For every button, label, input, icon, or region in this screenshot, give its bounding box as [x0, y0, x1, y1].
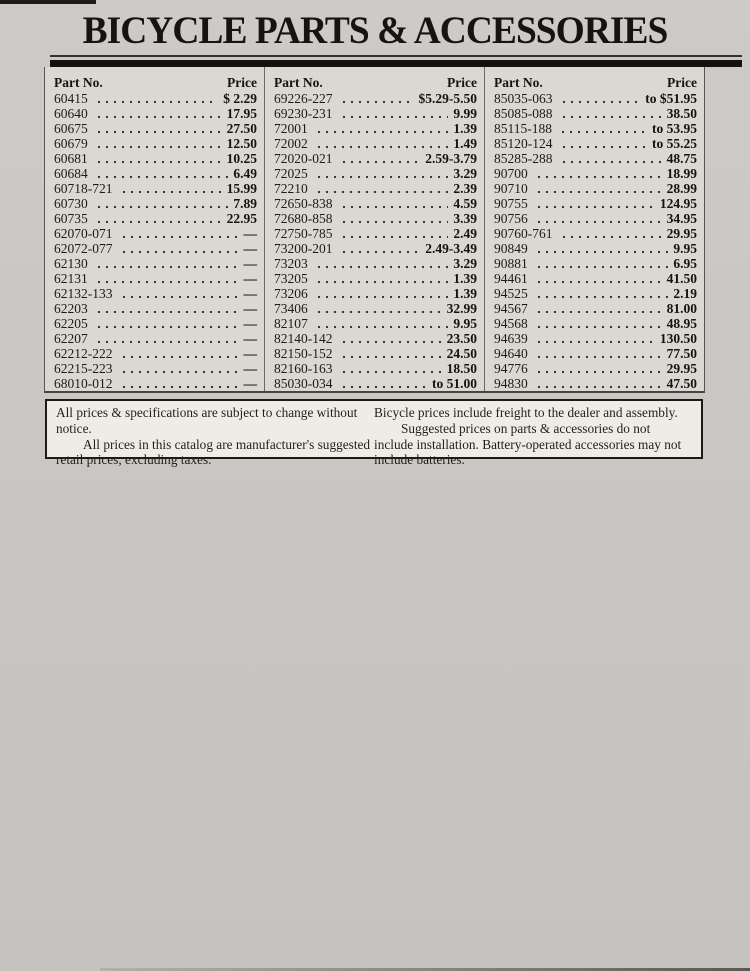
part-number: 94639 [494, 331, 528, 346]
disclaimer-text: Suggested prices on parts & accessories do not include installation. Battery-operated accessories may not include batteries. [374, 420, 682, 468]
table-row [274, 196, 477, 211]
table-row [274, 286, 477, 301]
dot-leader [95, 301, 239, 314]
dot-leader [560, 151, 662, 164]
disclaimer-right-column [374, 405, 692, 468]
column-rows [494, 91, 697, 391]
price-value: 32.99 [446, 301, 477, 316]
part-number: 69230-231 [274, 106, 333, 121]
header-black-bar [50, 60, 742, 67]
dot-leader [535, 301, 662, 314]
price-value: $5.29-5.50 [418, 91, 477, 106]
table-row [54, 376, 257, 391]
price-value: 41.50 [666, 271, 697, 286]
part-number: 62070-071 [54, 226, 113, 241]
table-row [494, 346, 697, 361]
dot-leader [95, 331, 239, 344]
part-no-header: Part No. [54, 75, 103, 90]
table-row [54, 91, 257, 106]
part-number: 60679 [54, 136, 88, 151]
price-table-column [264, 67, 484, 391]
dot-leader [120, 226, 239, 239]
price-value: 12.50 [226, 136, 257, 151]
part-number: 90710 [494, 181, 528, 196]
part-number: 62072-077 [54, 241, 113, 256]
price-value: — [243, 301, 257, 316]
table-row [274, 361, 477, 376]
table-row [54, 361, 257, 376]
part-number: 60684 [54, 166, 88, 181]
price-value: 130.50 [659, 331, 697, 346]
dot-leader [315, 136, 449, 149]
price-value: 81.00 [666, 301, 697, 316]
dot-leader [95, 211, 222, 224]
dot-leader [315, 301, 442, 314]
table-row [54, 121, 257, 136]
part-number: 72210 [274, 181, 308, 196]
table-row [54, 181, 257, 196]
table-row [494, 181, 697, 196]
price-value: 48.95 [666, 316, 697, 331]
table-row [54, 286, 257, 301]
price-value: 47.50 [666, 376, 697, 391]
table-row [494, 106, 697, 121]
part-number: 90756 [494, 211, 528, 226]
part-number: 85035-063 [494, 91, 553, 106]
table-row [494, 166, 697, 181]
part-number: 62131 [54, 271, 88, 286]
table-row [274, 316, 477, 331]
table-row [274, 346, 477, 361]
price-value: 18.99 [666, 166, 697, 181]
title-underline-rule [50, 55, 742, 57]
table-row [54, 256, 257, 271]
dot-leader [95, 136, 222, 149]
part-number: 94568 [494, 316, 528, 331]
price-value: 48.75 [666, 151, 697, 166]
part-number: 73200-201 [274, 241, 333, 256]
table-row [274, 241, 477, 256]
dot-leader [535, 331, 655, 344]
price-value: 23.50 [446, 331, 477, 346]
dot-leader [535, 271, 662, 284]
dot-leader [315, 256, 449, 269]
dot-leader [535, 181, 662, 194]
price-value: 15.99 [226, 181, 257, 196]
table-row [54, 346, 257, 361]
part-number: 72680-858 [274, 211, 333, 226]
part-number: 69226-227 [274, 91, 333, 106]
price-value: to 53.95 [652, 121, 697, 136]
price-value: 2.49 [453, 226, 477, 241]
dot-leader [535, 256, 669, 269]
part-number: 62203 [54, 301, 88, 316]
part-number: 90881 [494, 256, 528, 271]
part-number: 62132-133 [54, 286, 113, 301]
price-value: — [243, 331, 257, 346]
table-row [494, 226, 697, 241]
part-number: 94567 [494, 301, 528, 316]
dot-leader [120, 181, 222, 194]
table-row [494, 301, 697, 316]
part-number: 62130 [54, 256, 88, 271]
part-number: 72025 [274, 166, 308, 181]
dot-leader [95, 316, 239, 329]
price-value: — [243, 346, 257, 361]
price-value: 1.39 [453, 121, 477, 136]
price-value: 1.39 [453, 271, 477, 286]
price-header: Price [447, 75, 477, 90]
column-header [494, 74, 697, 91]
part-number: 62207 [54, 331, 88, 346]
disclaimer-text: All prices & specifications are subject to change without notice. [56, 405, 358, 436]
price-value: 18.50 [446, 361, 477, 376]
price-value: 6.49 [233, 166, 257, 181]
price-value: 77.50 [666, 346, 697, 361]
dot-leader [315, 316, 449, 329]
price-value: — [243, 241, 257, 256]
table-row [54, 226, 257, 241]
table-row [274, 271, 477, 286]
price-value: 28.99 [666, 181, 697, 196]
price-header: Price [667, 75, 697, 90]
price-value: 2.19 [673, 286, 697, 301]
table-row [54, 106, 257, 121]
dot-leader [340, 211, 449, 224]
price-value: 17.95 [226, 106, 257, 121]
dot-leader [120, 346, 239, 359]
price-value: to $51.95 [645, 91, 697, 106]
table-row [54, 196, 257, 211]
dot-leader [315, 166, 449, 179]
part-number: 73206 [274, 286, 308, 301]
price-value: 2.49-3.49 [425, 241, 477, 256]
dot-leader [535, 361, 662, 374]
price-value: — [243, 316, 257, 331]
price-value: 29.95 [666, 361, 697, 376]
table-row [274, 211, 477, 226]
table-row [494, 136, 697, 151]
price-value: 6.95 [673, 256, 697, 271]
dot-leader [535, 346, 662, 359]
part-number: 60735 [54, 211, 88, 226]
dot-leader [535, 196, 655, 209]
part-number: 62215-223 [54, 361, 113, 376]
dot-leader [340, 346, 442, 359]
part-number: 68010-012 [54, 376, 113, 391]
part-number: 60681 [54, 151, 88, 166]
table-row [494, 211, 697, 226]
table-row [494, 361, 697, 376]
price-value: 9.95 [673, 241, 697, 256]
table-row [494, 271, 697, 286]
price-value: — [243, 361, 257, 376]
price-value: — [243, 376, 257, 391]
table-row [54, 241, 257, 256]
table-row [494, 91, 697, 106]
table-row [274, 226, 477, 241]
price-value: 29.95 [666, 226, 697, 241]
dot-leader [95, 166, 229, 179]
dot-leader [95, 106, 222, 119]
dot-leader [535, 211, 662, 224]
dot-leader [535, 376, 662, 389]
part-no-header: Part No. [494, 75, 543, 90]
part-number: 94640 [494, 346, 528, 361]
table-row [494, 316, 697, 331]
part-number: 60640 [54, 106, 88, 121]
part-number: 85120-124 [494, 136, 553, 151]
dot-leader [340, 196, 449, 209]
price-value: — [243, 226, 257, 241]
part-number: 85030-034 [274, 376, 333, 391]
column-header [274, 74, 477, 91]
disclaimer-box [45, 399, 703, 468]
table-row [54, 331, 257, 346]
dot-leader [340, 151, 421, 164]
dot-leader [535, 316, 662, 329]
table-row [494, 331, 697, 346]
disclaimer-text: Bicycle prices include freight to the dealer and assembly. [374, 405, 678, 420]
dot-leader [340, 361, 442, 374]
price-value: 22.95 [226, 211, 257, 226]
dot-leader [95, 121, 222, 134]
part-number: 62212-222 [54, 346, 113, 361]
price-value: 1.39 [453, 286, 477, 301]
price-value: — [243, 256, 257, 271]
scan-edge-mark-top [0, 0, 96, 4]
part-number: 73203 [274, 256, 308, 271]
part-number: 73205 [274, 271, 308, 286]
dot-leader [95, 196, 229, 209]
part-no-header: Part No. [274, 75, 323, 90]
dot-leader [340, 331, 442, 344]
table-row [274, 151, 477, 166]
price-value: 7.89 [233, 196, 257, 211]
table-row [274, 166, 477, 181]
table-row [494, 196, 697, 211]
dot-leader [315, 181, 449, 194]
price-value: 24.50 [446, 346, 477, 361]
column-rows [54, 91, 257, 391]
price-value: 3.29 [453, 166, 477, 181]
price-table [44, 67, 705, 393]
price-value: 34.95 [666, 211, 697, 226]
table-row [494, 256, 697, 271]
dot-leader [559, 121, 647, 134]
table-row [54, 211, 257, 226]
price-value: — [243, 271, 257, 286]
part-number: 90849 [494, 241, 528, 256]
dot-leader [95, 256, 239, 269]
part-number: 90700 [494, 166, 528, 181]
dot-leader [95, 91, 219, 104]
dot-leader [340, 91, 414, 104]
part-number: 72001 [274, 121, 308, 136]
dot-leader [535, 241, 669, 254]
dot-leader [315, 121, 449, 134]
table-row [54, 271, 257, 286]
part-number: 72650-838 [274, 196, 333, 211]
table-row [54, 151, 257, 166]
table-row [494, 376, 697, 391]
price-value: 124.95 [659, 196, 697, 211]
table-row [274, 106, 477, 121]
price-table-column [45, 67, 264, 391]
part-number: 82150-152 [274, 346, 333, 361]
dot-leader [340, 106, 449, 119]
table-row [54, 316, 257, 331]
part-number: 82140-142 [274, 331, 333, 346]
part-number: 82107 [274, 316, 308, 331]
column-header [54, 74, 257, 91]
part-number: 85115-188 [494, 121, 552, 136]
part-number: 94461 [494, 271, 528, 286]
table-row [54, 166, 257, 181]
table-row [494, 151, 697, 166]
dot-leader [95, 151, 222, 164]
table-row [274, 301, 477, 316]
part-number: 72002 [274, 136, 308, 151]
dot-leader [120, 361, 239, 374]
part-number: 72750-785 [274, 226, 333, 241]
dot-leader [315, 286, 449, 299]
part-number: 94830 [494, 376, 528, 391]
table-row [274, 376, 477, 391]
price-value: 1.49 [453, 136, 477, 151]
price-table-column [484, 67, 704, 391]
column-rows [274, 91, 477, 391]
part-number: 72020-021 [274, 151, 333, 166]
price-value: 2.59-3.79 [425, 151, 477, 166]
price-value: 4.59 [453, 196, 477, 211]
price-header: Price [227, 75, 257, 90]
disclaimer-left-column [56, 405, 374, 468]
table-row [54, 301, 257, 316]
price-value: 9.95 [453, 316, 477, 331]
part-number: 94776 [494, 361, 528, 376]
part-number: 94525 [494, 286, 528, 301]
part-number: 62205 [54, 316, 88, 331]
price-value: to 51.00 [432, 376, 477, 391]
part-number: 82160-163 [274, 361, 333, 376]
part-number: 85285-288 [494, 151, 553, 166]
price-value: 10.25 [226, 151, 257, 166]
part-number: 60718-721 [54, 181, 113, 196]
page-title: BICYCLE PARTS & ACCESSORIES [82, 9, 668, 52]
dot-leader [95, 271, 239, 284]
dot-leader [340, 376, 428, 389]
table-row [494, 286, 697, 301]
table-row [494, 241, 697, 256]
part-number: 90760-761 [494, 226, 553, 241]
dot-leader [120, 241, 239, 254]
price-value: 3.39 [453, 211, 477, 226]
dot-leader [560, 136, 648, 149]
part-number: 85085-088 [494, 106, 553, 121]
dot-leader [560, 226, 662, 239]
dot-leader [340, 226, 449, 239]
price-value: 38.50 [666, 106, 697, 121]
table-row [274, 256, 477, 271]
table-row [274, 91, 477, 106]
dot-leader [560, 91, 641, 104]
price-value: 27.50 [226, 121, 257, 136]
dot-leader [315, 271, 449, 284]
table-row [274, 181, 477, 196]
table-row [274, 121, 477, 136]
part-number: 73406 [274, 301, 308, 316]
table-row [54, 136, 257, 151]
part-number: 90755 [494, 196, 528, 211]
price-value: $ 2.29 [223, 91, 257, 106]
disclaimer-text: All prices in this catalog are manufacturer's suggested retail prices, excluding taxes. [56, 436, 371, 468]
dot-leader [560, 106, 662, 119]
price-value: 3.29 [453, 256, 477, 271]
part-number: 60675 [54, 121, 88, 136]
dot-leader [120, 286, 239, 299]
table-row [494, 121, 697, 136]
part-number: 60730 [54, 196, 88, 211]
table-row [274, 136, 477, 151]
price-value: 2.39 [453, 181, 477, 196]
price-value: to 55.25 [652, 136, 697, 151]
dot-leader [535, 166, 662, 179]
dot-leader [535, 286, 669, 299]
price-value: — [243, 286, 257, 301]
dot-leader [340, 241, 421, 254]
part-number: 60415 [54, 91, 88, 106]
dot-leader [120, 376, 239, 389]
price-value: 9.99 [453, 106, 477, 121]
table-row [274, 331, 477, 346]
